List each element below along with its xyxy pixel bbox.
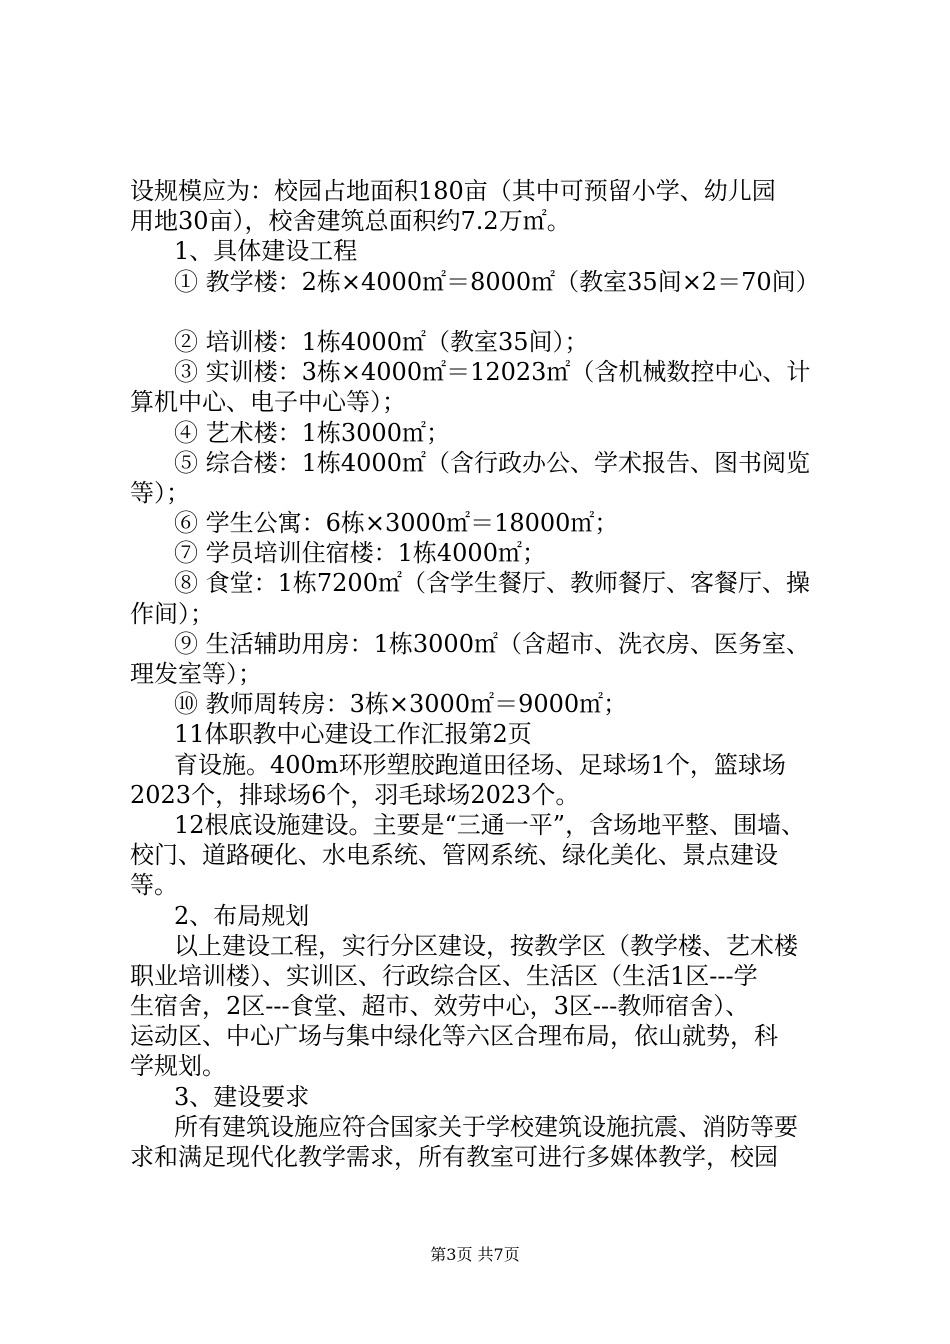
body-line: 生宿舍，2区---食堂、超市、效劳中心，3区---教师宿舍）、 bbox=[130, 992, 750, 1021]
list-item: ③ 实训楼：3栋×4000㎡＝12023㎡（含机械数控中心、计 bbox=[174, 358, 811, 387]
body-line: 育设施。400m环形塑胶跑道田径场、足球场1个，篮球场 bbox=[174, 750, 786, 779]
section-heading: 3、建设要求 bbox=[174, 1082, 310, 1111]
page-footer: 第3页 共7页 bbox=[430, 1245, 520, 1264]
list-item: ⑤ 综合楼：1栋4000㎡（含行政办公、学术报告、图书阅览 bbox=[174, 448, 810, 477]
body-line: 求和满足现代化教学需求，所有教室可进行多媒体教学，校园 bbox=[130, 1143, 778, 1171]
list-item: ⑩ 教师周转房：3栋×3000㎡＝9000㎡； bbox=[174, 690, 628, 719]
body-line: 11体职教中心建设工作汇报第2页 bbox=[174, 720, 532, 749]
body-line: 运动区、中心广场与集中绿化等六区合理布局，依山就势，科 bbox=[130, 1022, 778, 1051]
list-item-continuation: 算机中心、电子中心等）； bbox=[130, 388, 406, 417]
body-line: 学规划。 bbox=[130, 1052, 226, 1081]
list-item: ④ 艺术楼：1栋3000㎡； bbox=[174, 418, 450, 447]
list-item: ⑧ 食堂：1栋7200㎡（含学生餐厅、教师餐厅、客餐厅、操 bbox=[174, 569, 810, 598]
list-item-continuation: 作间）； bbox=[130, 599, 214, 628]
list-item: ⑦ 学员培训住宿楼：1栋4000㎡； bbox=[174, 539, 546, 568]
section-heading: 2、布局规划 bbox=[174, 901, 310, 930]
list-item: ⑥ 学生公寓：6栋×3000㎡＝18000㎡； bbox=[174, 509, 619, 538]
blank-line bbox=[130, 297, 840, 327]
body-line: 用地30亩），校舍建筑总面积约7.2万㎡。 bbox=[130, 207, 571, 236]
list-item: ① 教学楼：2栋×4000㎡＝8000㎡（教室35间×2＝70间） bbox=[174, 267, 820, 296]
list-item: ② 培训楼：1栋4000㎡（教室35间）； bbox=[174, 327, 589, 356]
body-line: 以上建设工程，实行分区建设，按教学区（教学楼、艺术楼 bbox=[174, 931, 798, 960]
list-item-continuation: 等）； bbox=[130, 478, 190, 507]
document-body bbox=[130, 176, 840, 1172]
body-line: 校门、道路硬化、水电系统、管网系统、绿化美化、景点建设 bbox=[130, 841, 778, 870]
body-line: 设规模应为：校园占地面积180亩（其中可预留小学、幼儿园 bbox=[130, 177, 776, 205]
body-line: 12根底设施建设。主要是“三通一平”，含场地平整、围墙、 bbox=[174, 810, 806, 839]
body-line: 2023个，排球场6个，羽毛球场2023个。 bbox=[130, 780, 580, 809]
list-item: ⑨ 生活辅助用房：1栋3000㎡（含超市、洗衣房、医务室、 bbox=[174, 629, 810, 658]
body-line: 等。 bbox=[130, 871, 178, 900]
section-heading: 1、具体建设工程 bbox=[174, 237, 358, 266]
body-line: 职业培训楼）、实训区、行政综合区、生活区（生活1区---学 bbox=[130, 961, 758, 990]
body-line: 所有建筑设施应符合国家关于学校建筑设施抗震、消防等要 bbox=[174, 1112, 798, 1141]
list-item-continuation: 理发室等）； bbox=[130, 660, 262, 688]
